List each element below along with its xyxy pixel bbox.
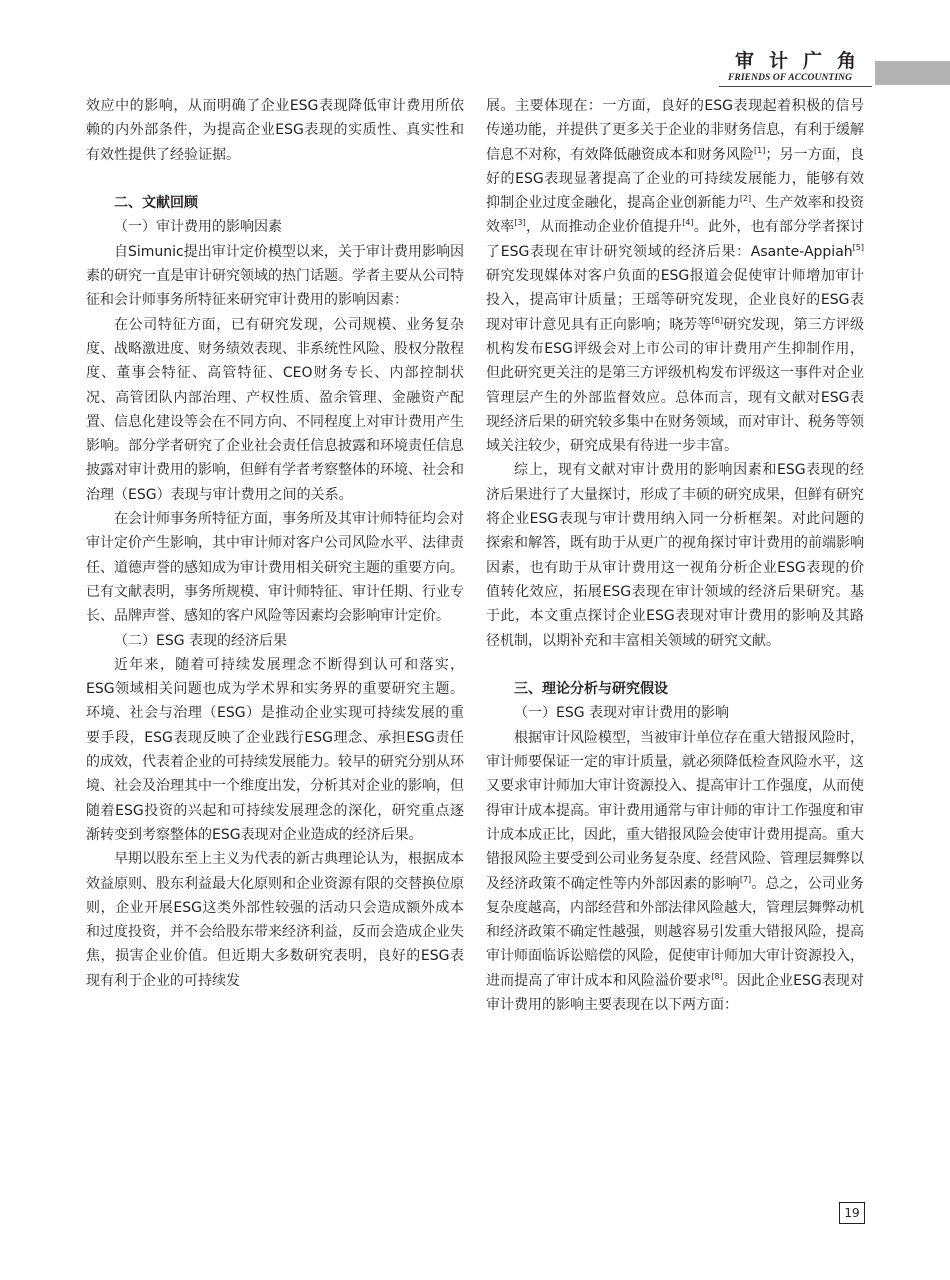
journal-title-en: FRIENDS OF ACCOUNTING [728, 73, 853, 83]
paragraph: 自Simunic提出审计定价模型以来，关于审计费用影响因素的研究一直是审计研究领域的热门话题。学者主要从公司特征和会计师事务所特征来研究审计费用的影响因素： [86, 243, 464, 309]
left-column [86, 94, 464, 993]
header-rule [719, 86, 872, 87]
citation-3: [3] [514, 218, 526, 228]
right-column [486, 94, 864, 1017]
subsection-title-esg-consequences: （二）ESG 表现的经济后果 [114, 632, 288, 649]
paragraph: 根据审计风险模型，当被审计单位存在重大错报风险时，审计师要保证一定的审计质量，就必须降低检查风险水平，这又要求审计师加大审计资源投入、提高审计工作强度，从而使得审计成本提高。审计费用通常与审计师的审计工作强度和审计成本成正比，因此，重大错报风险会使审计费用提高。重大错报风险主要受到公司业务复杂度、经营风险、管理层舞弊以及经济政策不确定性等内外部因素的影响[7]。总之，公司业务复杂度越高，内部经营和外部法律风险越大，管理层舞弊动机和经济政策不确定性越强，则越容易引发重大错报风险，提高审计师面临诉讼赔偿的风险，促使审计师加大审计资源投入，进而提高了审计成本和风险溢价要求[8]。因此企业ESG表现对审计费用的影响主要表现在以下两方面： [486, 729, 865, 1013]
journal-title-cn: 审计广角 [735, 50, 872, 72]
spacer [486, 653, 864, 677]
citation-7: [7] [739, 874, 752, 884]
citation-8: [8] [711, 971, 723, 981]
subsection-title-esg-impact: （一）ESG 表现对审计费用的影响 [514, 705, 730, 722]
paragraph-continued: 效应中的影响，从而明确了企业ESG表现降低审计费用所依赖的内外部条件，为提高企业ESG表现的实质性、真实性和有效性提供了经验证据。 [86, 98, 464, 163]
paragraph-continued: 展。主要体现在：一方面，良好的ESG表现起着积极的信号传递功能，并提供了更多关于企业的非财务信息，有利于缓解信息不对称，有效降低融资成本和财务风险[1]；另一方面，良好的ESG表现显著提高了企业的可持续发展能力，能够有效抑制企业过度金融化，提高企业创新能力[2]、生产效率和投资效率[3]，从而推动企业价值提升[4]。此外，也有部分学者探讨了ESG表现在审计研究领域的经济后果：Asante-Appiah[5]研究发现媒体对客户负面的ESG报道会促使审计师增加审计投入，提高审计质量；王瑶等研究发现，企业良好的ESG表现对审计意见具有正向影响；晓芳等[6]研究发现，第三方评级机构发布ESG评级会对上市公司的审计费用产生抑制作用，但此研究更关注的是第三方评级机构发布评级这一事件对企业管理层产生的外部监督效应。总体而言，现有文献对ESG表现经济后果的研究较多集中在财务领域，而对审计、税务等领域关注较少，研究成果有待进一步丰富。 [486, 98, 865, 455]
citation-5: [5] [852, 242, 864, 252]
section-title-theory-hypotheses: 三、理论分析与研究假设 [514, 681, 668, 698]
paragraph: 近年来，随着可持续发展理念不断得到认可和落实，ESG领域相关问题也成为学术界和实务界的重要研究主题。环境、社会与治理（ESG）是推动企业实现可持续发展的重要手段，ESG表现反映了企业践行ESG理念、承担ESG责任的成效，代表着企业的可持续发展能力。较早的研究分别从环境、社会及治理其中一个维度出发，分析其对企业的影响，但随着ESG投资的兴起和可持续发展理念的深化，研究重点逐渐转变到考察整体的ESG表现对企业造成的经济后果。 [86, 656, 464, 843]
section-title-literature-review: 二、文献回顾 [114, 195, 198, 212]
paragraph-summary: 综上，现有文献对审计费用的影响因素和ESG表现的经济后果进行了大量探讨，形成了丰硕的研究成果，但鲜有研究将企业ESG表现与审计费用纳入同一分析框架。对此问题的探索和解答，既有助于从更广的视角探讨审计费用的前端影响因素，也有助于从审计费用这一视角分析企业ESG表现的价值转化效应，拓展ESG表现在审计领域的经济后果研究。基于此，本文重点探讨企业ESG表现对审计费用的影响及其路径机制，以期补充和丰富相关领域的研究文献。 [486, 462, 864, 649]
subsection-title-audit-fee-factors: （一）审计费用的影响因素 [114, 219, 282, 236]
citation-6: [6] [711, 315, 723, 325]
header-gray-bar [875, 61, 950, 85]
paragraph: 早期以股东至上主义为代表的新古典理论认为，根据成本效益原则、股东利益最大化原则和企业资源有限的交替换位原则，企业开展ESG这类外部性较强的活动只会造成额外成本和过度投资，并不会给股东带来经济利益，反而会造成企业失焦，损害企业价值。但近期大多数研究表明，良好的ESG表现有利于企业的可持续发 [86, 851, 464, 989]
paragraph: 在公司特征方面，已有研究发现，公司规模、业务复杂度、战略激进度、财务绩效表现、非系统性风险、股权分散程度、董事会特征、高管特征、CEO财务专长、内部控制状况、高管团队内部治理、产权性质、盈余管理、金融资产配置、信息化建设等会在不同方向、不同程度上对审计费用产生影响。部分学者研究了企业社会责任信息披露和环境责任信息披露对审计费用的影响，但鲜有学者考察整体的环境、社会和治理（ESG）表现与审计费用之间的关系。 [86, 316, 464, 503]
citation-4: [4] [682, 218, 694, 228]
page-number: 19 [839, 1202, 865, 1224]
citation-2: [2] [739, 194, 752, 204]
paragraph: 在会计师事务所特征方面，事务所及其审计师特征均会对审计定价产生影响，其中审计师对客户公司风险水平、法律责任、道德声誉的感知成为审计费用相关研究主题的重要方向。已有文献表明，事务所规模、审计师特征、审计任期、行业专长、品牌声誉、感知的客户风险等因素均会影响审计定价。 [86, 511, 464, 625]
citation-1: [1] [754, 145, 766, 155]
spacer [86, 167, 464, 191]
